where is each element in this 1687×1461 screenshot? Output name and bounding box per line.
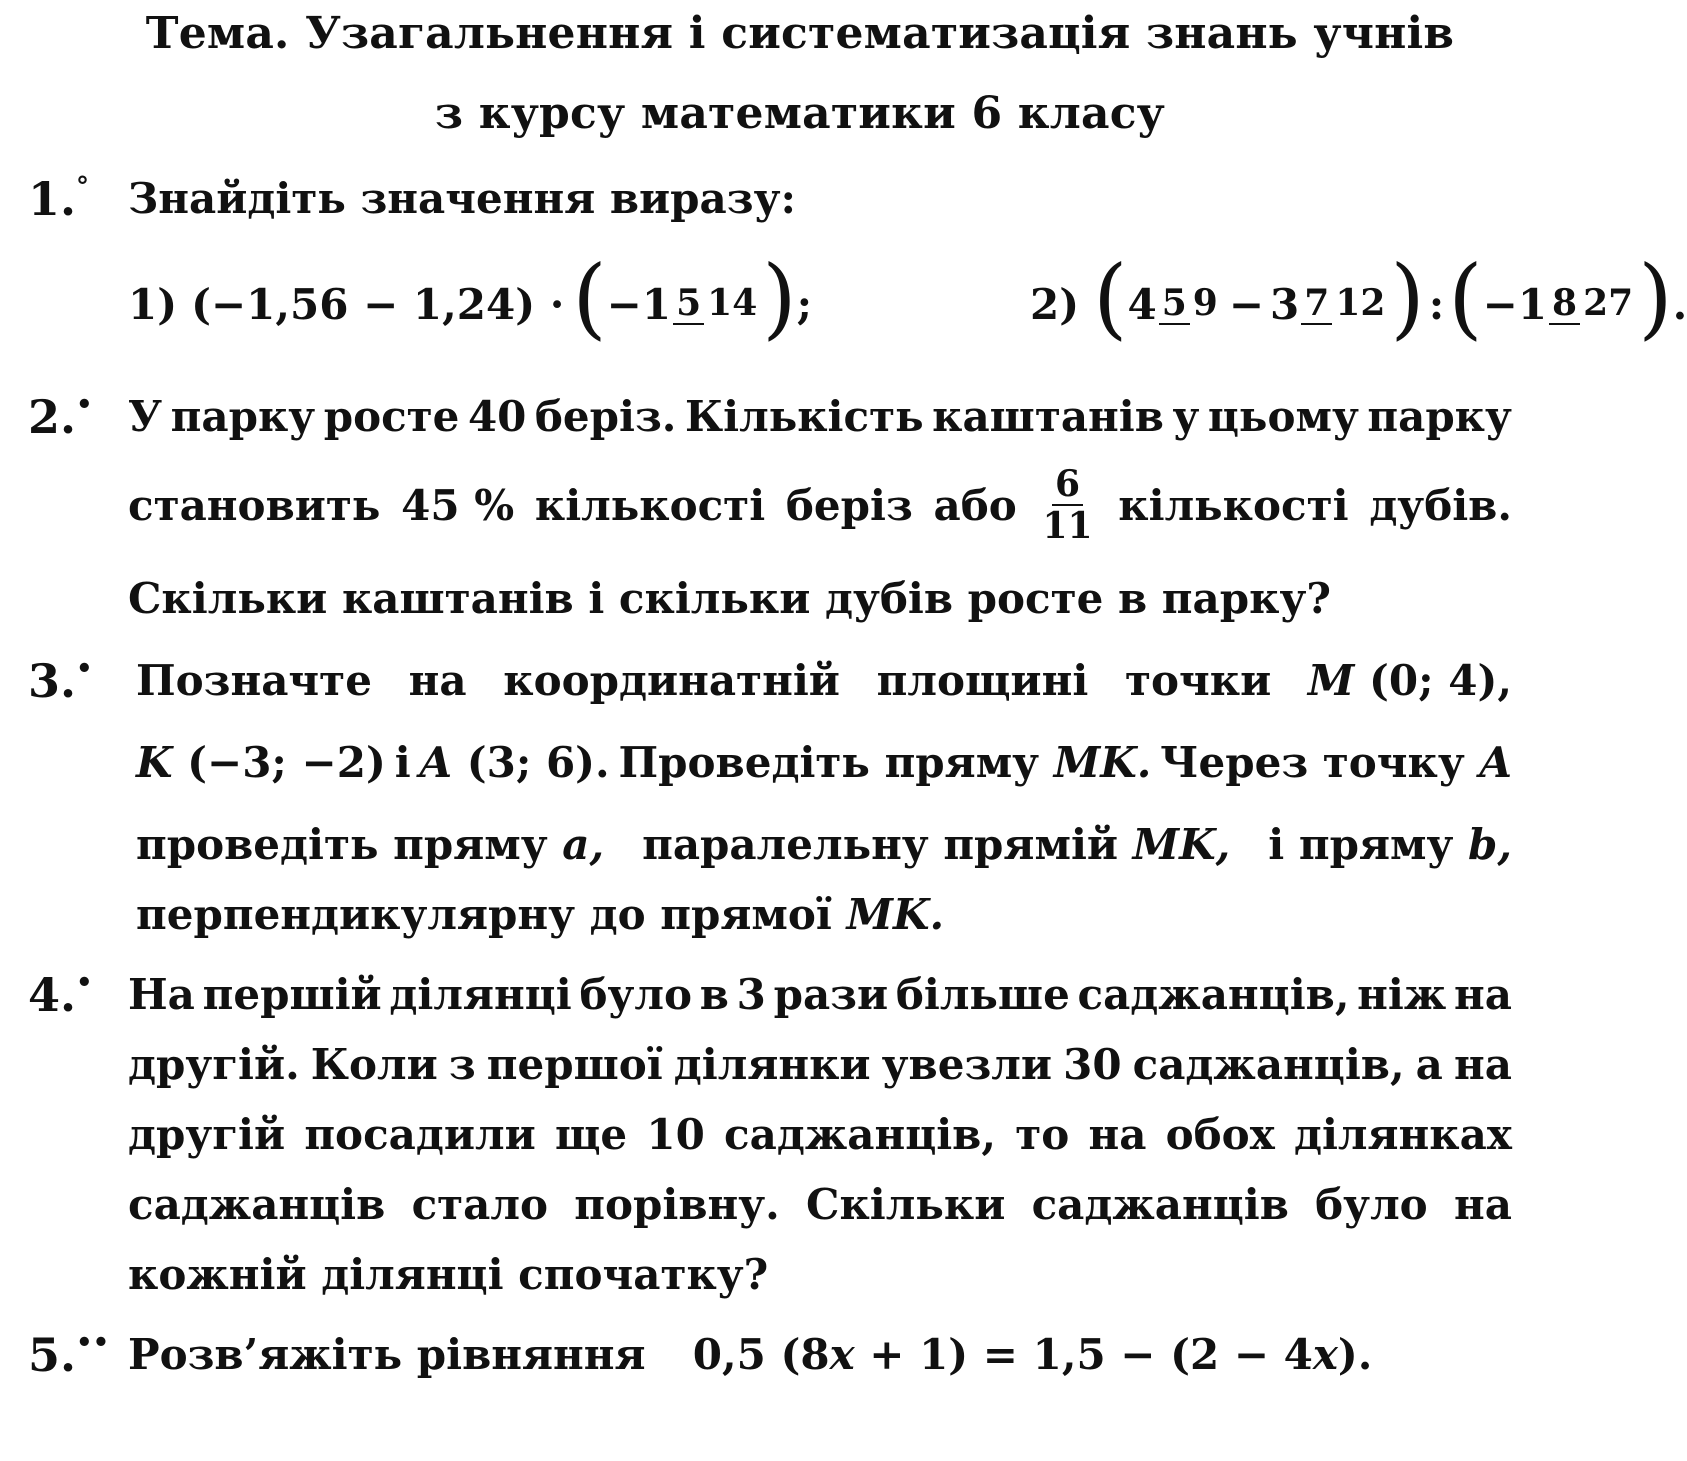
task-1-number: 1.° xyxy=(28,171,90,226)
task-1-text: Знайдіть значення виразу: xyxy=(128,174,796,223)
expr-1-whole: −1 xyxy=(606,279,672,329)
expr-1-fraction: 5 14 xyxy=(673,283,760,325)
task-5-text: Розв’яжіть рівняння 0,5 (8x + 1) = 1,5 − (2 − 4x). xyxy=(128,1330,1373,1379)
task-5-equation: 0,5 (8x + 1) = 1,5 − (2 − 4x). xyxy=(692,1330,1373,1379)
title-line-1: Тема. Узагальнення і систематизація знань учнів xyxy=(145,8,1455,59)
expr-2-fraction-c: 8 27 xyxy=(1549,283,1636,325)
task-4-line-1: На першій ділянці було в 3 рази більше саджанців, ніж на xyxy=(128,970,1512,1019)
title-line-2: з курсу математики 6 класу xyxy=(434,88,1166,139)
expr-2-fraction-b: 7 12 xyxy=(1301,283,1388,325)
task-3-line-1: Позначте на координатній площині точки M (0; 4), xyxy=(136,656,1512,705)
task-3-number: 3.• xyxy=(28,653,93,708)
task-2-fraction: $\frac{6}{11}$ xyxy=(1042,463,1093,547)
task-2-number: 2.• xyxy=(28,389,93,444)
task-2-line-3: Скільки каштанів і скільки дубів росте в парку? xyxy=(128,574,1331,623)
task-2-line-1: У парку росте 40 беріз. Кількість каштанів у цьому парку xyxy=(128,392,1512,441)
task-5-number: 5.•• xyxy=(28,1327,110,1382)
task-1-expression-1: 1) (−1,56 − 1,24) · ( −1 5 14 ) ; xyxy=(128,246,813,349)
task-3-line-3: проведіть пряму a, паралельну прямій MK, і пряму b, xyxy=(136,820,1512,869)
task-3-line-2: K (−3; −2) і A (3; 6). Проведіть пряму MK. Через точку A xyxy=(136,738,1512,787)
task-4-line-2: другій. Коли з першої ділянки увезли 30 саджанців, а на xyxy=(128,1040,1512,1089)
expr-1-head: (−1,56 − 1,24) · xyxy=(191,279,565,329)
task-4-number: 4.• xyxy=(28,967,93,1022)
expr-2-label: 2) xyxy=(1030,279,1080,329)
task-1-expression-2: 2) ( 4 5 9 − 3 7 12 ) : ( −1 8 27 ) . xyxy=(1030,246,1687,349)
task-4-line-3: другій посадили ще 10 саджанців, то на обох ділянках xyxy=(128,1110,1512,1159)
expr-2-fraction-a: 5 9 xyxy=(1159,283,1221,325)
task-4-line-4: саджанців стало порівну. Скільки саджанців було на xyxy=(128,1180,1512,1229)
task-3-line-4: перпендикулярну до прямої MK. xyxy=(136,890,945,939)
expr-1-label: 1) xyxy=(128,279,178,329)
task-4-line-5: кожній ділянці спочатку? xyxy=(128,1250,769,1299)
task-2-line-2: становить 45 % кількості беріз або $\frac{6}{11}$ кількості дубів. xyxy=(128,463,1512,547)
